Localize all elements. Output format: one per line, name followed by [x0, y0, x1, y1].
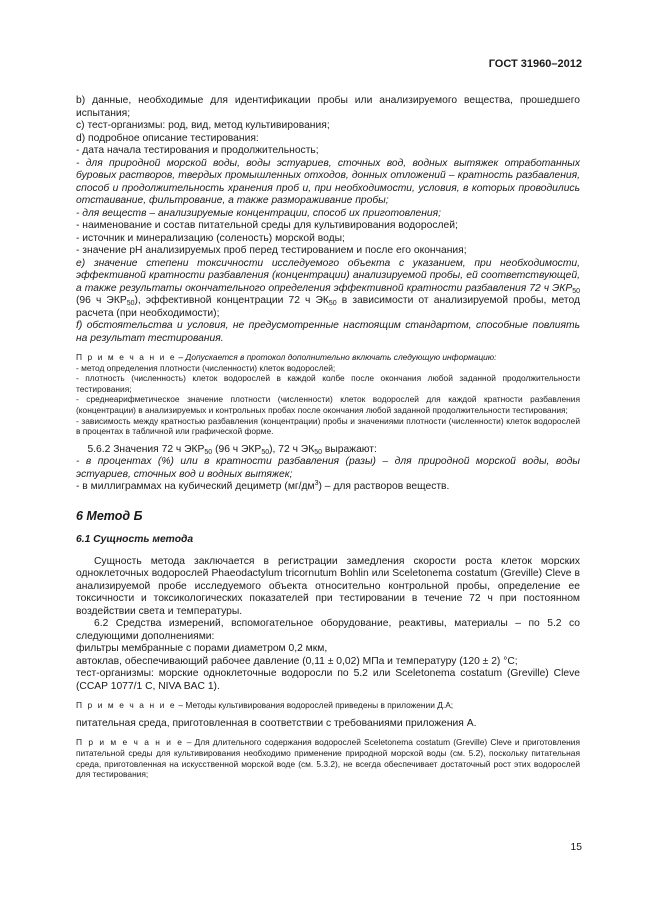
section-6-title: 6 Метод Б [76, 508, 143, 523]
section-6-2-l3: тест-организмы: морские одноклеточные водоросли по 5.2 или Sceletonema costatum (Greville) Cleve (CCAP 1077/1 C, NIVA BAC 1). [76, 668, 580, 692]
note-3: П р и м е ч а н и е – Для длительного содержания водорослей Sceletonema costatum (Greville) Cleve и приготовления питательной среды для культивирования необходимо применение природной морской воды (см. 5.2), поскольку питательная среда, приготовленная на искусственной морской воде (см. 5.3.2), не всегда обеспечивает достаточный рост этих водорослей для тестирования; [76, 737, 580, 780]
document-header: ГОСТ 31960–2012 [488, 58, 582, 70]
note-1-line: - метод определения плотности (численности) клеток водорослей; [76, 362, 336, 373]
item-e-mid2: ), эффективной концентрации 72 ч ЭК [134, 295, 329, 306]
item-c: c) тест-организмы: род, вид, метод культивирования; [76, 120, 330, 131]
item-d2: - для природной морской воды, воды эстуариев, сточных вод, водных вытяжек отработанных буровых растворов, твердых промышленных отходов, донных отложений – кратность разбавления, способ и продолжительность хранения проб и, при необходимости, условия, в которых проводились отстаивание, фильтрование, а также размораживание пробы; [76, 157, 580, 206]
section-6-1-text: Сущность метода заключается в регистрации замедления скорости роста клеток морских одноклеточных водорослей Phaeodactylum tricornutum Bohlin или Sceletonema costatum (Greville) Cleve в анализируемой пробе исследуемого объекта относительно контрольной пробы, определение ее токсичности и токсикологических показателей при тестировании в течение 72 ч при постоянном воздействии света и температуры. [76, 555, 580, 617]
clause-5-6-2-l1: - в процентах (%) или в кратности разбавления (разы) – для природной морской воды, воды эстуариев, сточных вод и водных вытяжек; [76, 456, 580, 480]
item-f: f) обстоятельства и условия, не предусмотренные настоящим стандартом, способные повлиять на результат тестирования. [76, 320, 580, 344]
item-d1: - дата начала тестирования и продолжительность; [76, 145, 319, 156]
item-e-mid1: (96 ч ЭКР [76, 295, 127, 306]
item-d6: - значение pH анализируемых проб перед тестированием и после его окончания; [76, 245, 467, 256]
sub-50: 50 [126, 300, 135, 307]
section-6-2-l2: автоклав, обеспечивающий рабочее давление (0,11 ± 0,02) МПа и температуру (120 ± 2) °С; [76, 655, 518, 667]
sub-50: 50 [572, 287, 580, 295]
note-1-line: - плотность (численность) клеток водорослей в каждой колбе после окончания любой заданной продолжительности тестирования; [76, 373, 580, 394]
medium-text: питательная среда, приготовленная в соответствии с требованиями приложения А. [76, 717, 477, 729]
item-e-pre: e) значение степени токсичности исследуемого объекта с указанием, при необходимости, эффективной кратности разбавления (концентрации) анализируемой пробы, ей соответствующей, а также результаты окончательного определения эффективной кратности разбавления 72 ч ЭКР [76, 257, 580, 294]
clause-5-6-2: 5.6.2 Значения 72 ч $ЭКР_{50}$ (96 ч $ЭКР_{50}$), 72 ч $ЭК_{50}$ выражают: [87, 443, 377, 456]
item-d5: - источник и минерализацию (соленость) морской воды; [76, 232, 345, 244]
sub-50: 50 [328, 300, 337, 307]
item-d3: - для веществ – анализируемые концентрации, способ их приготовления; [76, 207, 442, 219]
note-1-intro: – Допускается в протокол дополнительно включать следующую информацию: [176, 352, 497, 362]
section-6-1-title: 6.1 Сущность метода [76, 534, 194, 546]
page-body [76, 95, 580, 780]
note-2: П р и м е ч а н и е – Методы культивирования водорослей приведены в приложении Д.А; [76, 700, 454, 711]
item-e-post: в зависимости от анализируемой пробы, метод расчета (при необходимости); [76, 295, 580, 319]
page-number: 15 [570, 842, 582, 853]
item-b: b) данные, необходимые для идентификации пробы или анализируемого вещества, прошедшего испытания; [76, 95, 580, 119]
clause-5-6-2-l2: - в миллиграммах на кубический дециметр $(мг/дм^3)$ – для растворов веществ. [76, 480, 450, 493]
note-label: П р и м е ч а н и е [76, 352, 177, 362]
note-1 [76, 352, 580, 437]
item-d4: - наименование и состав питательной среды для культивирования водорослей; [76, 220, 458, 231]
note-1-line: - среднеарифметическое значение плотности (численности) клеток водорослей для каждой кратности разбавления (концентрации) в анализируемых и контрольных пробах после окончания любой заданной продолжительности тестирования; [76, 394, 580, 415]
note-1-line: - зависимость между кратностью разбавления (концентрации) пробы и значениями плотности (численности) клеток водорослей в процентах в табличной или графической форме. [76, 415, 580, 437]
item-e [76, 258, 580, 321]
item-d: d) подробное описание тестирования: [76, 132, 259, 144]
section-6-2-l1: фильтры мембранные с порами диаметром 0,2 мкм, [76, 643, 328, 655]
section-6-2-text: 6.2 Средства измерений, вспомогательное оборудование, реактивы, материалы – по 5.2 со следующими дополнениями: [76, 618, 580, 642]
